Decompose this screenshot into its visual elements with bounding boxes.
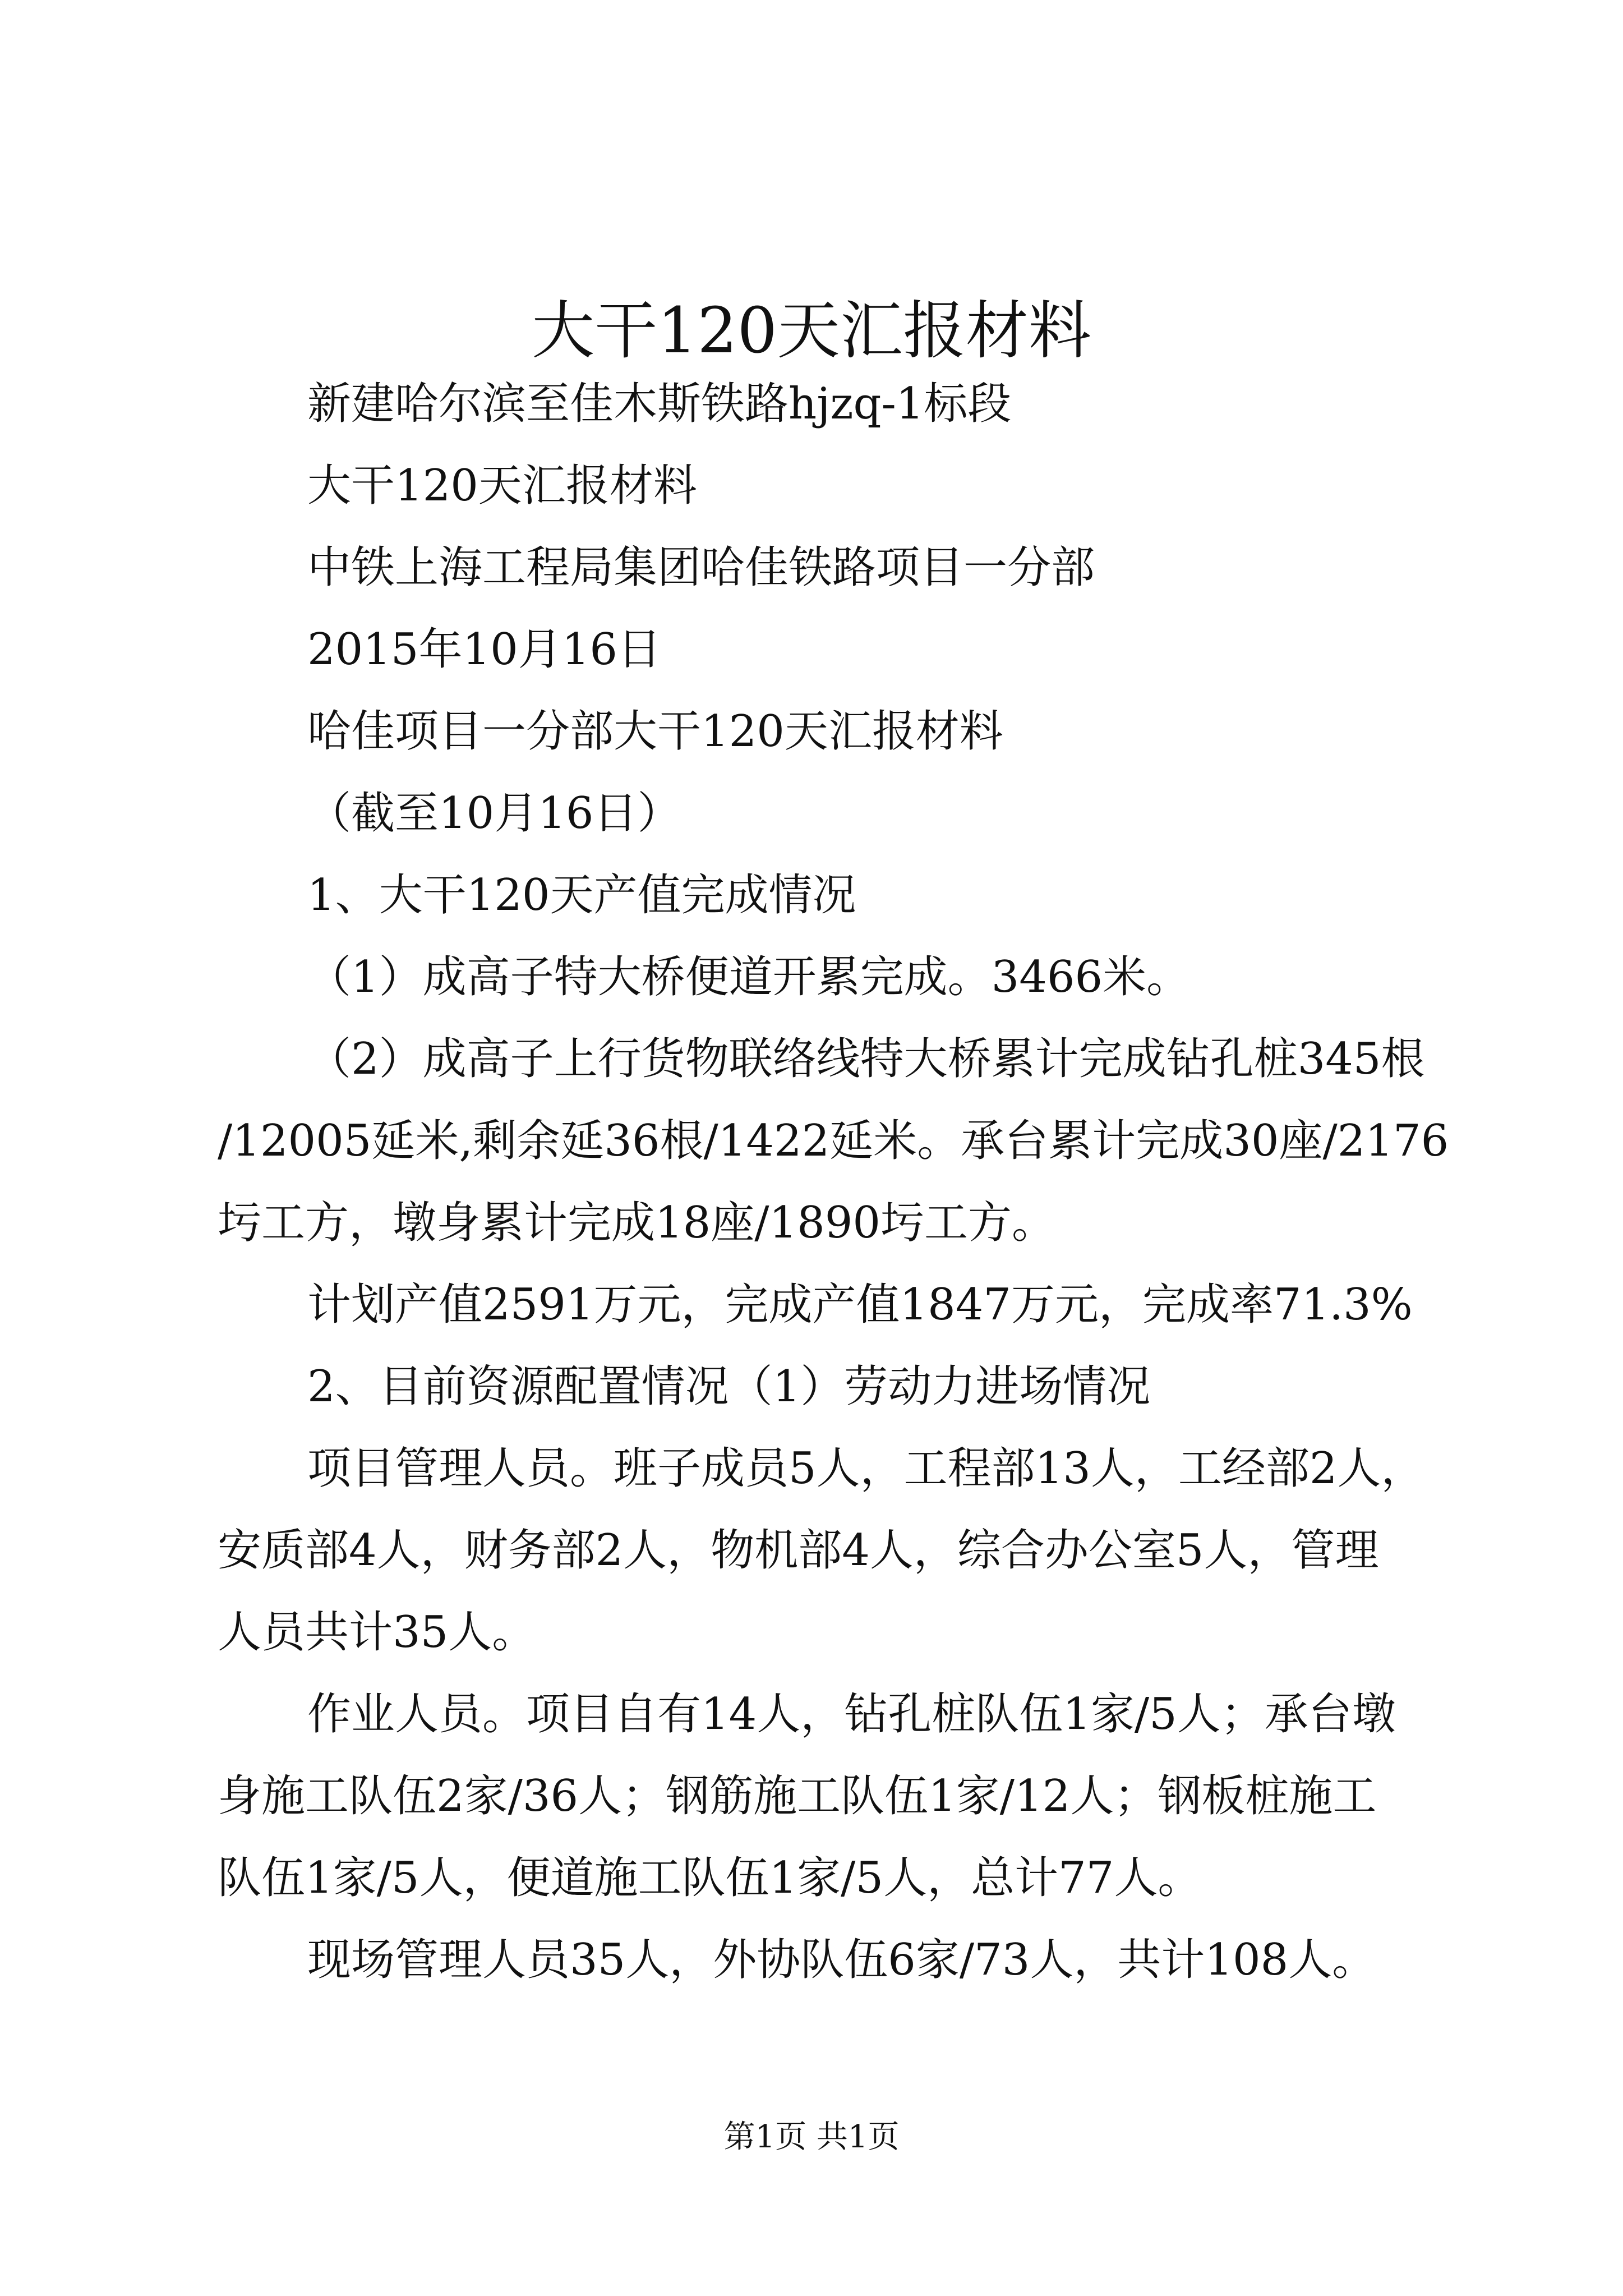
- page-footer: 第1页 共1页: [723, 2119, 900, 2155]
- paragraph-line: 现场管理人员35人，外协队伍6家/73人，共计108人。: [307, 1935, 1376, 1985]
- paragraph-line: 队伍1家/5人，便道施工队伍1家/5人，总计77人。: [218, 1853, 1202, 1903]
- report-name-line: 大干120天汇报材料: [307, 461, 697, 511]
- document-title: 大干120天汇报材料: [532, 295, 1091, 367]
- cutoff-date-line: （截至10月16日）: [307, 788, 681, 839]
- paragraph-line: 圬工方，墩身累计完成18座/1890圬工方。: [218, 1198, 1056, 1248]
- paragraph-line: /12005延米,剩余延36根/1422延米。承台累计完成30座/2176: [218, 1116, 1449, 1166]
- paragraph-line: （1）成高子特大桥便道开累完成。3466米。: [307, 952, 1191, 1002]
- paragraph-line: 身施工队伍2家/36人；钢筋施工队伍1家/12人；钢板桩施工: [218, 1771, 1377, 1821]
- section-heading-2: 2、目前资源配置情况（1）劳动力进场情况: [307, 1361, 1151, 1412]
- paragraph-line: 安质部4人，财务部2人，物机部4人，综合办公室5人，管理: [218, 1525, 1379, 1576]
- paragraph-line: 人员共计35人。: [218, 1607, 536, 1658]
- paragraph-line: 作业人员。项目自有14人，钻孔桩队伍1家/5人；承台墩: [307, 1689, 1396, 1740]
- report-heading-line: 哈佳项目一分部大干120天汇报材料: [307, 706, 1003, 757]
- section-heading-1: 1、大干120天产值完成情况: [307, 870, 856, 921]
- subtitle-line: 新建哈尔滨至佳木斯铁路hjzq-1标段: [307, 379, 1012, 429]
- paragraph-line: 计划产值2591万元，完成产值1847万元，完成率71.3%: [307, 1280, 1413, 1330]
- paragraph-line: （2）成高子上行货物联络线特大桥累计完成钻孔桩345根: [307, 1034, 1425, 1084]
- date-line: 2015年10月16日: [307, 624, 662, 675]
- paragraph-line: 项目管理人员。班子成员5人，工程部13人，工经部2人，: [307, 1443, 1425, 1494]
- organization-line: 中铁上海工程局集团哈佳铁路项目一分部: [307, 542, 1095, 593]
